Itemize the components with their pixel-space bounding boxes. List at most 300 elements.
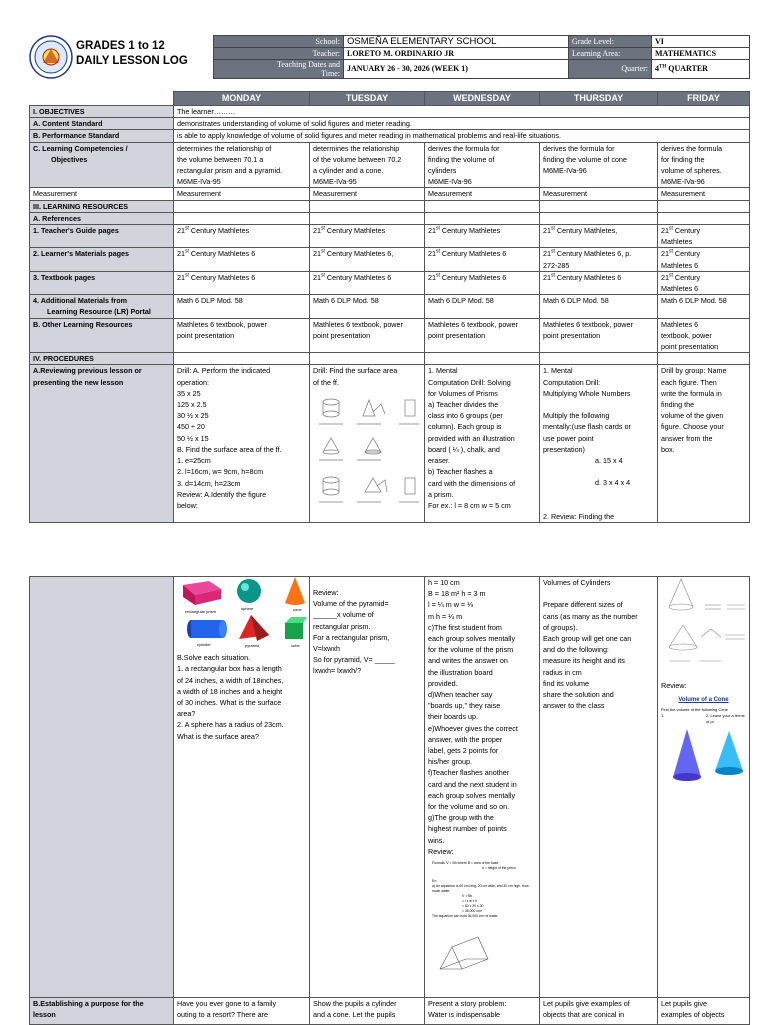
purpose-wednesday — [425, 998, 540, 1025]
ref-sup: st — [669, 272, 673, 279]
other-resources-label: B. Other Learning Resources — [30, 318, 174, 353]
lesson-grid — [29, 91, 750, 523]
ref-sup: st — [436, 272, 440, 279]
day-header-thursday: THURSDAY — [540, 92, 658, 106]
solid-figures-icon — [177, 577, 307, 649]
ref-text: Century Mathletes 6, p. — [554, 249, 632, 259]
additional-materials-label — [30, 295, 174, 318]
ref-num: 21 — [313, 249, 321, 259]
ref-sup: st — [185, 272, 189, 279]
p2-monday-line: 1. a rectangular box has a length — [177, 664, 282, 674]
comp-line: of the volume between 70.2 — [313, 154, 402, 164]
comp-line: M6ME-IVa-96 — [543, 166, 587, 176]
thursday-line: Computation Drill: — [543, 377, 601, 387]
p2-wednesday-line: h = 10 cm — [428, 578, 460, 587]
header-info-table — [213, 35, 750, 79]
thursday-line: Multiplying Whole Numbers — [543, 388, 631, 398]
triangular-prism-icon — [432, 925, 528, 975]
comp-line: a cylinder and a cone. — [313, 166, 384, 176]
friday-review-label: Review: — [661, 681, 687, 691]
procedures-label: IV. PROCEDURES — [30, 353, 174, 365]
competency-friday — [658, 142, 750, 188]
purpose-line: Let pupils give — [661, 999, 707, 1008]
p2-wednesday-line: label, gets 2 points for — [428, 746, 499, 756]
thursday-line: use power point — [543, 433, 594, 443]
other-line: point presentation — [428, 330, 486, 340]
references-label: A. References — [30, 212, 174, 224]
shape-label: cube — [291, 643, 300, 648]
p2-thursday-line: cans (as many as the number — [543, 611, 638, 621]
dlp-friday: Math 6 DLP Mod. 58 — [658, 295, 750, 318]
friday-line: each figure. Then — [661, 377, 717, 387]
purpose-line: objects that are conical in — [543, 1010, 625, 1020]
friday-line: answer from the — [661, 433, 713, 443]
tb-wednesday — [425, 271, 540, 294]
monday-line: Review: A.Identify the figure — [177, 489, 267, 499]
wednesday-line: for Volumes of Prisms — [428, 388, 498, 398]
other-line: point presentation — [313, 330, 371, 340]
monday-line: 35 x 25 — [177, 388, 201, 398]
other-wednesday — [425, 318, 540, 353]
ref-text: Century Mathletes 6 — [554, 272, 622, 282]
other-line: point presentation — [661, 342, 719, 352]
p2-wednesday-line: for the volume and so on. — [428, 802, 510, 812]
lesson-grid-page-2 — [29, 576, 750, 1025]
purpose-monday — [174, 998, 310, 1025]
quarter-word: QUARTER — [666, 64, 708, 74]
cone-item-2: 2. Leave your a terms of pi. — [706, 712, 745, 724]
tb-tuesday — [310, 271, 425, 294]
other-thursday — [540, 318, 658, 353]
ref-sup: st — [551, 225, 555, 232]
ref-text: Century — [672, 226, 701, 236]
p2-wednesday-line: f)Teacher flashes another — [428, 768, 510, 778]
other-line: point presentation — [177, 330, 235, 340]
p2-wednesday-line: and writes the answer on — [428, 656, 508, 666]
day-header-wednesday: WEDNESDAY — [425, 92, 540, 106]
review-wednesday — [425, 365, 540, 523]
p2-thursday-line: answer to the class — [543, 701, 605, 711]
example-line: = 36,000 cm³ — [462, 909, 482, 914]
dates-label-2: Time: — [321, 68, 340, 78]
other-line: Mathletes 6 textbook, power — [428, 319, 518, 329]
ref-text: Century Mathletes, — [554, 226, 618, 236]
ref-num: 21 — [313, 272, 321, 282]
add-label-a: 4. Additional Materials from — [33, 296, 127, 306]
tg-friday — [658, 225, 750, 248]
comp-line: determines the relationship — [313, 143, 400, 153]
wednesday-line: a) Teacher divides the — [428, 400, 499, 410]
wednesday-line: provided with an illustration — [428, 433, 515, 443]
ref-text-extra: Mathletes 6 — [661, 260, 699, 270]
ref-num: 21 — [543, 249, 551, 259]
thursday-line: d. 3 x 4 x 4 — [595, 478, 631, 488]
document-title — [76, 39, 188, 69]
p2-wednesday-line: the illustration board — [428, 667, 493, 677]
monday-line: 30 ½ x 25 — [177, 411, 209, 421]
ref-text: Century Mathletes 6 — [439, 249, 507, 259]
ref-num: 21 — [543, 226, 551, 236]
quarter-label: Quarter: — [569, 59, 652, 78]
p2-wednesday-line: provided. — [428, 678, 458, 688]
p2-tuesday-line: Volume of the pyramid= — [313, 599, 389, 609]
lm-friday — [658, 248, 750, 271]
competencies-label-b: Objectives — [51, 154, 88, 164]
learner-text: The learner……… — [174, 106, 750, 118]
thursday-line: 1. Mental — [543, 366, 573, 376]
ref-sup: st — [321, 272, 325, 279]
comp-line: cylinders — [428, 166, 457, 176]
p2-thursday-line: measure its height and its — [543, 656, 625, 666]
p2-thursday-line — [543, 588, 654, 599]
dlp-wednesday: Math 6 DLP Mod. 58 — [425, 295, 540, 318]
ref-text-extra: Mathletes 6 — [661, 284, 699, 294]
wednesday-line: For ex.: l = 8 cm w = 5 cm — [428, 500, 511, 510]
friday-line: box. — [661, 444, 675, 454]
example-working — [432, 894, 536, 914]
p2-friday — [658, 577, 750, 998]
lm-tuesday — [310, 248, 425, 271]
title-line-2: DAILY LESSON LOG — [76, 55, 188, 67]
content-standard: demonstrates understanding of volume of solid figures and meter reading. — [174, 118, 750, 130]
title-line-1: GRADES 1 to 12 — [76, 40, 165, 52]
wednesday-line: Computation Drill: Solving — [428, 377, 511, 387]
reviewing-label-a: A.Reviewing previous lesson or — [33, 366, 142, 376]
comp-line: rectangular prism and a pyramid. — [177, 166, 283, 176]
example-line: = 60 x 20 x 30 — [462, 904, 484, 909]
monday-line: operation: — [177, 377, 209, 387]
purpose-line: Let pupils give examples of — [543, 999, 630, 1008]
teacher-value: LORETO M. ORDINARIO JR — [344, 48, 569, 59]
p2-wednesday-line: wins. — [428, 835, 445, 845]
comp-line: M6ME-IVa-96 — [428, 177, 472, 187]
purpose-tuesday — [310, 998, 425, 1025]
friday-line: Drill by group: Name — [661, 366, 727, 376]
ref-num: 21 — [177, 249, 185, 259]
p2-thursday-line: Each group will get one can — [543, 634, 632, 643]
lesson-table-page-1 — [29, 91, 749, 523]
measurement-friday: Measurement — [658, 188, 750, 200]
lesson-log-header — [29, 35, 749, 79]
ref-num: 21 — [661, 272, 669, 282]
monday-line: 50 ½ x 15 — [177, 433, 209, 443]
comp-line: M6ME-IVa-96 — [661, 177, 705, 187]
p2-thursday-line: radius in cm — [543, 667, 582, 677]
p2-thursday-line: Volumes of Cylinders — [543, 578, 611, 587]
thursday-line: presentation) — [543, 444, 585, 454]
quarter-value — [652, 59, 750, 78]
ref-sup: st — [321, 249, 325, 256]
reviewing-label-b: presenting the new lesson — [33, 377, 124, 387]
lm-monday — [174, 248, 310, 271]
shape-label: sphere — [241, 606, 254, 611]
ref-num: 21 — [177, 226, 185, 236]
thursday-line — [543, 500, 654, 511]
purpose-line: outing to a resort? There are — [177, 1010, 268, 1020]
p2-monday-line: a width of 18 inches and a height — [177, 686, 283, 696]
ref-sup: st — [185, 249, 189, 256]
measurement-wednesday: Measurement — [425, 188, 540, 200]
p2-wednesday-line: B = 18 m² h = 3 m — [428, 589, 486, 599]
p2-thursday-line: and do the following: — [543, 645, 609, 655]
content-standard-label: A. Content Standard — [30, 118, 174, 130]
review-tuesday — [310, 365, 425, 523]
p2-wednesday-line: l = ¼ m w = ⅓ — [428, 600, 474, 610]
shape-label: cylinder — [197, 642, 211, 647]
ref-num: 21 — [313, 226, 321, 236]
formula-text: Formula: V = Bh where B = area of the base — [432, 861, 499, 866]
comp-line: volume of spheres. — [661, 166, 722, 176]
ref-sup: st — [669, 225, 673, 232]
purpose-friday — [658, 998, 750, 1025]
p2-wednesday-line: "boards up," they raise — [428, 701, 501, 711]
monday-line: 125 x 2.5 — [177, 400, 207, 410]
p2-monday-line: What is the surface area? — [177, 731, 259, 741]
tg-monday — [174, 225, 310, 248]
comp-line: derives the formula for — [428, 143, 500, 153]
ref-text: Century — [672, 272, 701, 282]
wednesday-line: board ( ¼ ), chalk, and — [428, 444, 500, 454]
p2-wednesday-line: m h = ¼ m — [428, 611, 463, 621]
example-label: Ex: — [432, 879, 437, 884]
other-friday — [658, 318, 750, 353]
example-line: = l x w x h — [462, 899, 478, 904]
cone-worksheet-title: Volume of a Cone — [678, 697, 729, 704]
p2-wednesday-line: his/her group. — [428, 757, 472, 767]
p2-wednesday-line: c)The first student from — [428, 622, 502, 632]
p2-tuesday-line: lxwxh= lxwxh/? — [313, 666, 362, 676]
shape-label: rectangular prism — [185, 609, 216, 614]
lm-wednesday — [425, 248, 540, 271]
dlp-tuesday: Math 6 DLP Mod. 58 — [310, 295, 425, 318]
ref-text: Century Mathletes 6, — [324, 249, 394, 259]
purpose-line: Show the pupils a cylinder — [313, 999, 397, 1008]
school-label: School: — [214, 36, 344, 48]
lm-thursday — [540, 248, 658, 271]
learners-materials-label: 2. Learner's Materials pages — [30, 248, 174, 271]
textbook-pages-label: 3. Textbook pages — [30, 271, 174, 294]
other-line: Mathletes 6 textbook, power — [543, 319, 633, 329]
ref-text: Century Mathletes — [439, 226, 501, 236]
formula-text-2: h = height of the prism — [482, 866, 516, 871]
wednesday-line: column). Each group is — [428, 422, 502, 432]
measurement-label: Measurement — [30, 188, 174, 200]
competencies-label — [30, 142, 174, 188]
wednesday-line: class into 6 groups (per — [428, 411, 503, 421]
comp-line: the volume between 70.1 a — [177, 154, 264, 164]
comp-line: derives the formula — [661, 143, 723, 153]
comp-line: finding the volume of cone — [543, 154, 627, 164]
ref-sup: st — [185, 225, 189, 232]
purpose-label-b: lesson — [33, 1010, 56, 1020]
cone-figures-icon — [661, 577, 747, 677]
ref-text-extra: Mathletes — [661, 237, 693, 247]
other-tuesday — [310, 318, 425, 353]
add-label-b: Learning Resource (LR) Portal — [47, 307, 151, 317]
review-monday — [174, 365, 310, 523]
friday-line: volume of the given — [661, 411, 724, 421]
tb-friday — [658, 271, 750, 294]
area-label: Learning Area: — [569, 48, 652, 59]
monday-line: Drill: A. Perform the indicated — [177, 366, 271, 376]
example-answer: The aquarium can hold 36,000 cm³ of water. — [432, 914, 499, 919]
wednesday-line: card with the dimensions of — [428, 478, 516, 488]
tg-tuesday — [310, 225, 425, 248]
wednesday-line: 1. Mental — [428, 366, 458, 376]
day-header-friday: FRIDAY — [658, 92, 750, 106]
monday-line: B. Find the surface area of the ff. — [177, 444, 282, 454]
volume-formula-figure — [428, 861, 536, 978]
cone-item-1: 1. — [661, 712, 665, 718]
p2-monday-line: B.Solve each situation. — [177, 653, 251, 663]
comp-line: for finding the — [661, 154, 705, 164]
thursday-line — [543, 399, 654, 410]
ref-text: Century Mathletes 6 — [439, 272, 507, 282]
comp-line: derives the formula for — [543, 143, 615, 153]
wednesday-line: a prism. — [428, 489, 454, 499]
ref-num: 21 — [428, 249, 436, 259]
purpose-line: Have you ever gone to a family — [177, 999, 277, 1008]
teacher-label: Teacher: — [214, 48, 344, 59]
purpose-line: and a cone. Let the pupils — [313, 1010, 396, 1020]
quarter-sup: TH — [659, 64, 667, 70]
friday-line: write the formula in — [661, 388, 722, 398]
review-thursday — [540, 365, 658, 523]
p2-monday — [174, 577, 310, 998]
ref-text: Century Mathletes — [324, 226, 386, 236]
review-friday — [658, 365, 750, 523]
ref-text-extra: 272-285 — [543, 260, 570, 270]
p2-wednesday — [425, 577, 540, 998]
tue-line: Drill: Find the surface area — [313, 366, 398, 376]
competencies-label-a: C. Learning Competencies / — [33, 143, 128, 153]
other-line: Mathletes 6 textbook, power — [313, 319, 403, 329]
p2-wednesday-line: card and the next student in — [428, 779, 517, 789]
ref-text: Century — [672, 249, 701, 259]
resources-label: III. LEARNING RESOURCES — [30, 200, 174, 212]
p2-thursday-line: find its volume — [543, 678, 589, 688]
monday-line: 1. e=25cm — [177, 456, 211, 466]
thursday-line: Multiply the following — [543, 411, 610, 421]
p2-thursday-line: share the solution and — [543, 690, 614, 700]
p2-wednesday-line: Review: — [428, 846, 454, 856]
monday-line: below: — [177, 500, 198, 510]
ref-text: Century Mathletes 6 — [188, 249, 256, 259]
shape-label: cone — [293, 607, 302, 612]
ref-num: 21 — [661, 226, 669, 236]
p2-wednesday-line: e)Whoever gives the correct — [428, 723, 518, 733]
dates-label — [214, 59, 344, 78]
other-line: Mathletes 6 — [661, 319, 699, 329]
p2-monday-line: area? — [177, 709, 196, 719]
other-line: textbook, power — [661, 330, 712, 340]
purpose-label — [30, 998, 174, 1025]
p2-wednesday-line: d)When teacher say — [428, 690, 493, 700]
purpose-line: Present a story problem: — [428, 999, 507, 1008]
dlp-thursday: Math 6 DLP Mod. 58 — [540, 295, 658, 318]
ref-sup: st — [669, 249, 673, 256]
p2-tuesday — [310, 577, 425, 998]
area-value: MATHEMATICS — [652, 48, 750, 59]
tb-monday — [174, 271, 310, 294]
surface-area-figures-icon — [313, 394, 421, 514]
objectives-label: I. OBJECTIVES — [30, 106, 174, 118]
comp-line: determines the relationship of — [177, 143, 272, 153]
day-header-monday: MONDAY — [174, 92, 310, 106]
comp-line: finding the volume of — [428, 154, 495, 164]
ref-num: 21 — [661, 249, 669, 259]
ref-text: Century Mathletes 6 — [188, 272, 256, 282]
p2-monday-line: 2. A sphere has a radius of 23cm. — [177, 720, 284, 730]
school-value: OSMEÑA ELEMENTARY SCHOOL — [344, 36, 569, 48]
friday-line: figure. Choose your — [661, 422, 724, 432]
thursday-line: mentally:(use flash cards or — [543, 422, 631, 432]
comp-line: M6ME-IVa-95 — [177, 177, 221, 187]
tue-line: of the ff. — [313, 377, 339, 387]
ref-sup: st — [551, 249, 555, 256]
monday-line: 450 ÷ 20 — [177, 422, 205, 432]
competency-monday — [174, 142, 310, 188]
ref-num: 21 — [543, 272, 551, 282]
p2-thursday-line: of groups). — [543, 622, 578, 632]
deped-seal-icon — [29, 35, 73, 79]
dates-label-1: Teaching Dates and — [277, 59, 340, 69]
ref-text: Century Mathletes 6 — [324, 272, 392, 282]
performance-standard: is able to apply knowledge of volume of solid figures and meter reading in mathematical problems and real-life situations. — [174, 130, 750, 142]
shape-label: pyramid — [245, 643, 260, 648]
purpose-label-a: B.Establishing a purpose for the — [33, 999, 144, 1008]
monday-line: 3. d=14cm, h=23cm — [177, 478, 241, 488]
measurement-monday: Measurement — [174, 188, 310, 200]
cone-worksheet-instructions: Find the volume of the following Cone — [661, 706, 728, 712]
ref-num: 21 — [177, 272, 185, 282]
wednesday-line: b) Teacher flashes a — [428, 467, 493, 477]
p2-label-cell — [30, 577, 174, 998]
p2-wednesday-line: their boards up. — [428, 712, 478, 722]
tg-thursday — [540, 225, 658, 248]
measurement-tuesday: Measurement — [310, 188, 425, 200]
monday-line: 2. l=16cm, w= 9cm, h=8cm — [177, 467, 264, 477]
blue-cones-icon — [661, 725, 747, 785]
purpose-line: examples of objects — [661, 1010, 725, 1020]
p2-monday-line: of 30 inches. What is the surface — [177, 698, 282, 708]
grade-value: VI — [652, 36, 750, 48]
competency-tuesday — [310, 142, 425, 188]
p2-wednesday-line: answer, with the proper — [428, 734, 503, 744]
ref-num: 21 — [428, 272, 436, 282]
p2-tuesday-line: rectangular prism. — [313, 621, 371, 631]
purpose-thursday — [540, 998, 658, 1025]
p2-tuesday-line: For a rectangular prism, — [313, 632, 390, 642]
p2-wednesday-line: g)The group with the — [428, 813, 494, 823]
example-question: a) An aquarium is 60 cm long, 20 cm wide, and 30 cm high. How much water — [432, 884, 529, 894]
cone-worksheet-numbers — [661, 713, 746, 725]
comp-line: M6ME-IVa-95 — [313, 177, 357, 187]
measurement-thursday: Measurement — [540, 188, 658, 200]
p2-wednesday-line: each group solves mentally — [428, 790, 516, 800]
other-monday — [174, 318, 310, 353]
grade-label: Grade Level: — [569, 36, 652, 48]
day-header-tuesday: TUESDAY — [310, 92, 425, 106]
p2-tuesday-line: Review: — [313, 588, 339, 597]
ref-sup: st — [321, 225, 325, 232]
lesson-table-page-2 — [29, 576, 749, 1024]
p2-tuesday-line: V=lxwxh — [313, 644, 340, 654]
tg-wednesday — [425, 225, 540, 248]
thursday-line — [543, 489, 654, 500]
tb-thursday — [540, 271, 658, 294]
dates-value: JANUARY 26 - 30, 2026 (WEEK 1) — [344, 59, 569, 78]
